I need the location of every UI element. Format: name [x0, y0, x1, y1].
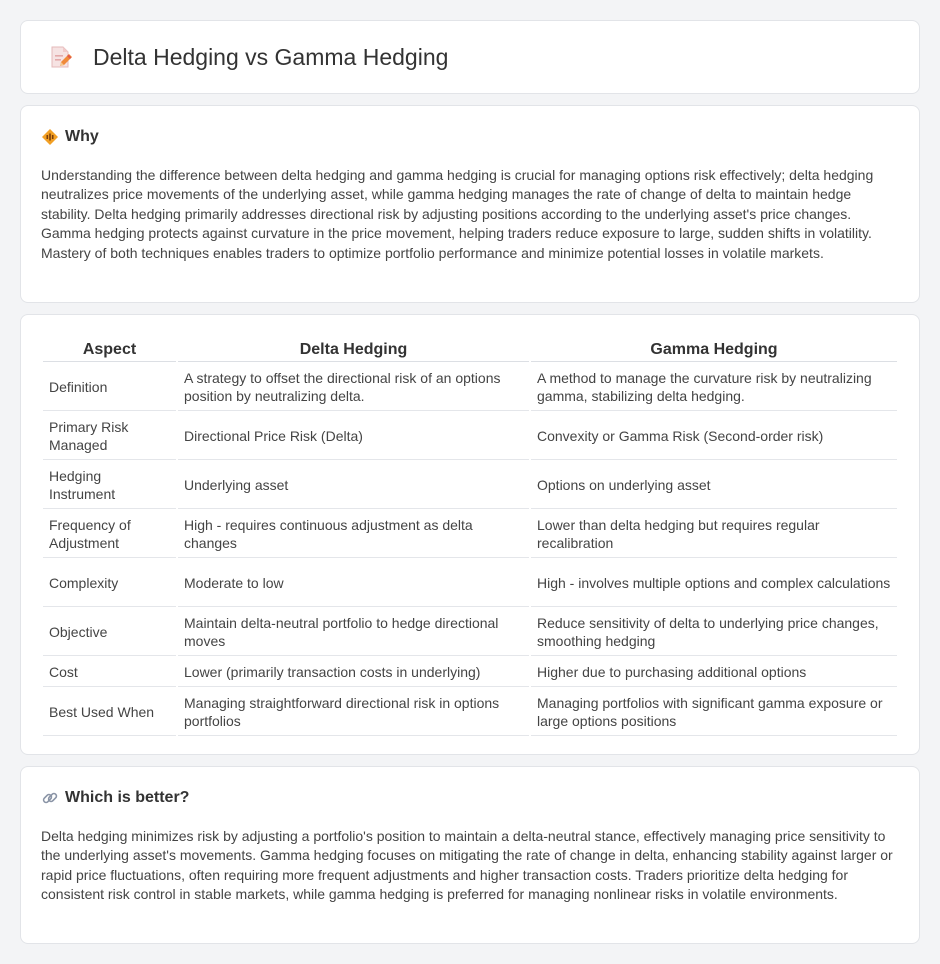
table-row [43, 560, 897, 607]
better-text: Delta hedging minimizes risk by adjusting a portfolio's position to maintain a delta-neutral stance, effectively managing price sensitivity to the underlying asset's movements. Gamma hedging focuses on mitigating the rate of change in delta, enhancing stability against larger or rapid price fluctuations, often requiring more frequent adjustments and higher transaction costs. Traders prioritize delta hedging for consistent risk control in stable markets, while gamma hedging is preferred for managing nonlinear risks in volatile environments. [41, 828, 893, 903]
table-header-row [43, 337, 897, 362]
delta-cell: Directional Price Risk (Delta) [178, 413, 529, 460]
aspect-cell: Best Used When [43, 689, 176, 736]
column-header-delta: Delta Hedging [178, 337, 529, 362]
gamma-cell: Lower than delta hedging but requires regular recalibration [531, 511, 897, 558]
gamma-cell: A method to manage the curvature risk by neutralizing gamma, stabilizing delta hedging. [531, 364, 897, 411]
delta-cell: Lower (primarily transaction costs in underlying) [178, 658, 529, 687]
delta-cell: A strategy to offset the directional risk of an options position by neutralizing delta. [178, 364, 529, 411]
gamma-cell: High - involves multiple options and complex calculations [531, 560, 897, 607]
aspect-cell: Primary Risk Managed [43, 413, 176, 460]
table-row [43, 364, 897, 411]
aspect-cell: Hedging Instrument [43, 462, 176, 509]
delta-cell: Underlying asset [178, 462, 529, 509]
better-heading [41, 789, 899, 807]
delta-cell: High - requires continuous adjustment as delta changes [178, 511, 529, 558]
column-header-aspect: Aspect [43, 337, 176, 362]
aspect-cell: Cost [43, 658, 176, 687]
gamma-cell: Higher due to purchasing additional options [531, 658, 897, 687]
gamma-cell: Convexity or Gamma Risk (Second-order risk) [531, 413, 897, 460]
page-title: Delta Hedging vs Gamma Hedging [93, 43, 449, 70]
why-section [20, 105, 920, 303]
why-heading-label: Why [65, 128, 99, 145]
pencil-document-icon [47, 44, 73, 70]
aspect-cell: Definition [43, 364, 176, 411]
delta-cell: Maintain delta-neutral portfolio to hedge directional moves [178, 609, 529, 656]
why-heading [41, 128, 899, 146]
gamma-cell: Reduce sensitivity of delta to underlying price changes, smoothing hedging [531, 609, 897, 656]
why-text: Understanding the difference between delta hedging and gamma hedging is crucial for managing options risk effectively; delta hedging neutralizes price movements of the underlying asset, while gamma hedging manages the rate of change of delta to maintain hedge stability. Delta hedging primarily addresses directional risk by adjusting positions according to the underlying asset's price changes. Gamma hedging protects against curvature in the price movement, helping traders reduce exposure to large, sudden shifts in volatility. Mastery of both techniques enables traders to optimize portfolio performance and minimize potential losses in volatile markets. [41, 167, 874, 261]
table-row [43, 689, 897, 736]
diamond-signal-icon [41, 128, 59, 146]
better-heading-label: Which is better? [65, 789, 190, 806]
column-header-gamma: Gamma Hedging [531, 337, 897, 362]
delta-cell: Moderate to low [178, 560, 529, 607]
comparison-table-card [20, 314, 920, 755]
table-row [43, 413, 897, 460]
header-card [20, 20, 920, 94]
aspect-cell: Complexity [43, 560, 176, 607]
table-row [43, 511, 897, 558]
gamma-cell: Options on underlying asset [531, 462, 897, 509]
table-row [43, 609, 897, 656]
delta-cell: Managing straightforward directional risk in options portfolios [178, 689, 529, 736]
comparison-table [41, 335, 899, 738]
table-row [43, 462, 897, 509]
link-icon [41, 789, 59, 807]
which-better-section [20, 766, 920, 944]
gamma-cell: Managing portfolios with significant gamma exposure or large options positions [531, 689, 897, 736]
aspect-cell: Frequency of Adjustment [43, 511, 176, 558]
aspect-cell: Objective [43, 609, 176, 656]
table-row [43, 658, 897, 687]
